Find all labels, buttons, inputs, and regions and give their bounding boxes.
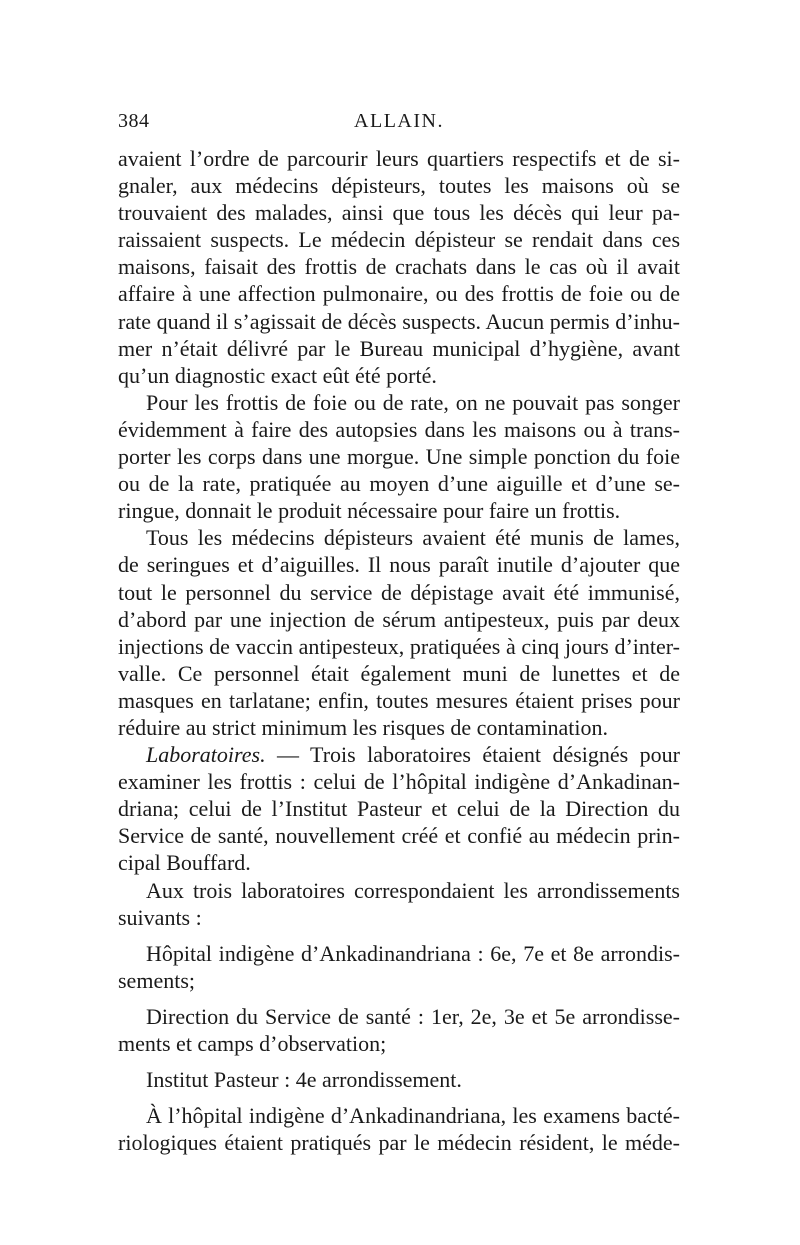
text-line: de seringues et d’aiguilles. Il nous paraît inutile d’ajouter que [118,552,680,578]
text-line: gnaler, aux médecins dépisteurs, toutes les maisons où se [118,173,680,199]
list-item: Hôpital indigène d’Ankadinandriana : 6e, 7e et 8e arrondis- [146,940,680,966]
text-line: suivants : [118,904,202,930]
text-line: valle. Ce personnel était également muni de lunettes et de [118,660,680,686]
laboratoires-heading: Laboratoires. [146,742,266,768]
body-text [118,145,680,1156]
text-line: ments et camps d’observation; [118,1031,387,1056]
text-line: trouvaient des malades, ainsi que tous les décès qui leur pa- [118,200,680,226]
text-line: avaient l’ordre de parcourir leurs quartiers respectifs et de si- [118,146,680,171]
text-line: masques en tarlatane; enfin, toutes mesures étaient prises pour [118,687,680,713]
text-line: maisons, faisait des frottis de crachats dans le cas où il avait [118,254,680,280]
text-line: examiner les frottis : celui de l’hôpital indigène d’Ankadinan- [118,769,680,795]
text-line: sements; [118,967,195,993]
text-line: mer n’était délivré par le Bureau municipal d’hygiène, avant [118,335,680,361]
text-line: qu’un diagnostic exact eût été porté. [118,362,437,388]
text-line: évidemment à faire des autopsies dans les maisons ou à trans- [118,416,680,442]
text-line: Service de santé, nouvellement créé et confié au médecin prin- [118,823,680,849]
text-line: cipal Bouffard. [118,850,251,876]
text-line: riologiques étaient pratiqués par le médecin résident, le méde- [118,1130,680,1156]
list-item: Direction du Service de santé : 1er, 2e, 3e et 5e arrondisse- [146,1003,680,1029]
text-line: affaire à une affection pulmonaire, ou des frottis de foie ou de [118,281,680,307]
text-line: À l’hôpital indigène d’Ankadinandriana, les examens bacté- [146,1103,680,1129]
text-line: ringue, donnait le produit nécessaire pour faire un frottis. [118,498,621,524]
page-header [118,110,680,140]
running-head: ALLAIN. [354,110,444,132]
text-run: — Trois laboratoires étaient désignés pour [265,742,680,768]
text-line: driana; celui de l’Institut Pasteur et celui de la Direction du [118,796,680,822]
text-line: Aux trois laboratoires correspondaient les arrondissements [146,877,680,903]
text-line: raissaient suspects. Le médecin dépisteur se rendait dans ces [118,227,680,253]
text-line: d’abord par une injection de sérum antipesteux, puis par deux [118,606,680,632]
text-line: réduire au strict minimum les risques de contamination. [118,714,608,740]
laboratoires-line [118,741,680,768]
text-line: Pour les frottis de foie ou de rate, on ne pouvait pas songer [146,389,680,415]
text-line: rate quand il s’agissait de décès suspects. Aucun permis d’inhu- [118,308,680,334]
text-line: porter les corps dans une morgue. Une simple ponction du foie [118,444,680,470]
text-line: tout le personnel du service de dépistage avait été immunisé, [118,579,680,605]
text-line: Tous les médecins dépisteurs avaient été munis de lames, [146,525,680,551]
text-line: ou de la rate, pratiquée au moyen d’une aiguille et d’une se- [118,471,680,497]
page-number: 384 [118,110,150,132]
text-line: injections de vaccin antipesteux, pratiquées à cinq jours d’inter- [118,633,680,659]
list-item: Institut Pasteur : 4e arrondissement. [146,1067,462,1093]
